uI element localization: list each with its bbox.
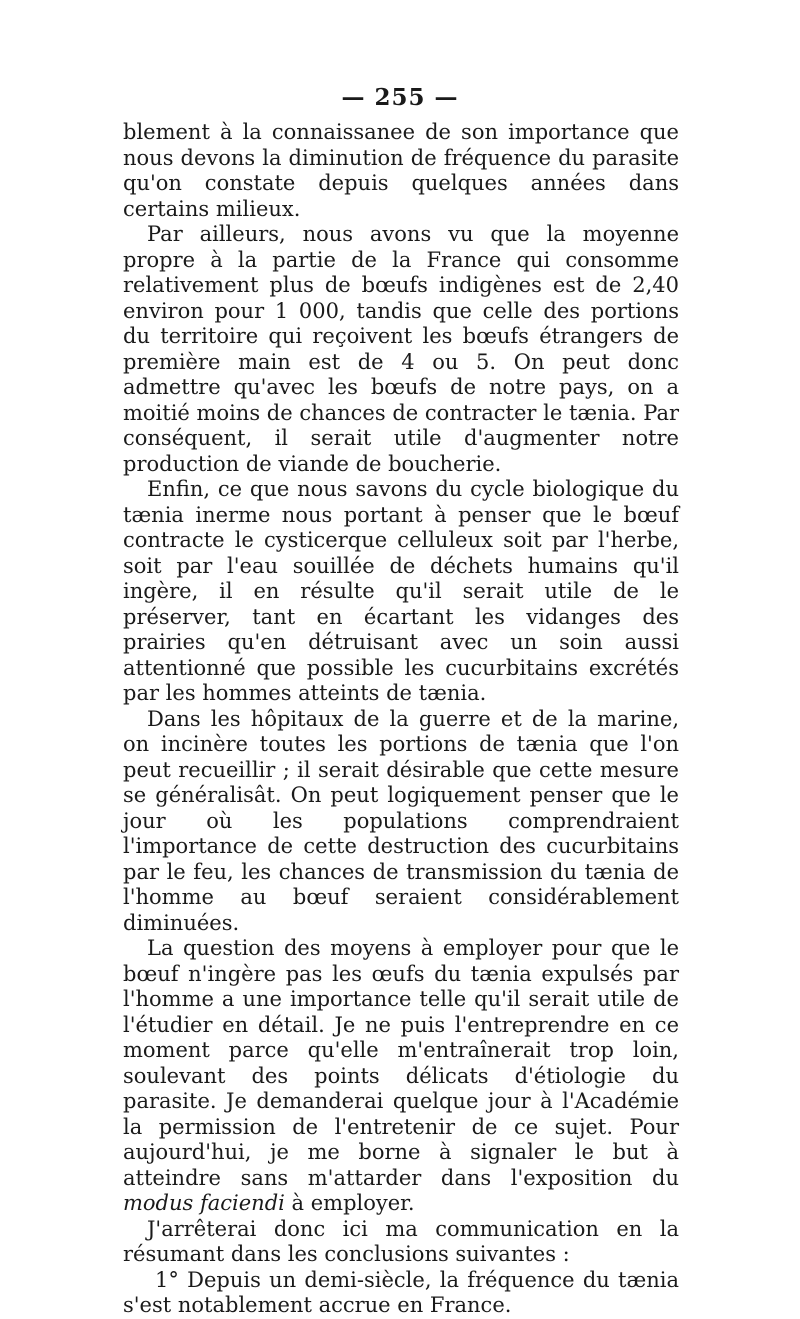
conclusion-item-1: 1° Depuis un demi-siècle, la fréquence du tænia s'est notablement accrue en France.	[123, 1267, 679, 1317]
paragraph-means-text: La question des moyens à employer pour que le bœuf n'ingère pas les œufs du tænia expulsés par l'homme a une importance telle qu'il serait utile de l'étudier en détail. Je ne puis l'entreprendre en ce moment parce qu'elle m'entraînerait trop loin, soulevant des points délicats d'étiologie du parasite. Je demanderai quelque jour à l'Académie la permission de l'entretenir de ce sujet. Pour aujourd'hui, je me borne à signaler le but à atteindre sans m'attarder dans l'exposition du	[123, 936, 679, 1190]
paragraph-biological-cycle: Enfin, ce que nous savons du cycle biologique du tænia inerme nous portant à penser que le bœuf contracte le cysticerque celluleux soit par l'herbe, soit par l'eau souillée de déchets humains qu'il ingère, il en résulte qu'il serait utile de le préserver, tant en écartant les vidanges des prairies qu'en détruisant avec un soin aussi attentionné que possible les cucurbitains excrétés par les hommes atteints de tænia.	[123, 477, 679, 705]
paragraph-consumption-averages: Par ailleurs, nous avons vu que la moyenne propre à la partie de la France qui consomme relativement plus de bœufs indigènes est de 2,40 environ pour 1 000, tandis que celle des portions du territoire qui reçoivent les bœufs étrangers de première main est de 4 ou 5. On peut donc admettre qu'avec les bœufs de notre pays, on a moitié moins de chances de contracter le tænia. Par conséquent, il serait utile d'augmenter notre production de viande de boucherie.	[123, 222, 679, 476]
modus-faciendi-italic: modus faciendi	[123, 1191, 285, 1215]
paragraph-continuation: blement à la connaissanee de son importance que nous devons la diminution de fréquence du parasite qu'on constate depuis quelques années dans certains milieux.	[123, 120, 679, 221]
paragraph-means-question	[123, 936, 679, 1217]
paragraph-conclusions-intro: J'arrêterai donc ici ma communication en la résumant dans les conclusions suivantes :	[123, 1216, 679, 1266]
page-number: — 255 —	[341, 84, 459, 111]
paragraph-hospitals: Dans les hôpitaux de la guerre et de la marine, on incinère toutes les portions de tænia que l'on peut recueillir ; il serait désirable que cette mesure se généralisât. On peut logiquement penser que le jour où les populations comprendraient l'importance de cette destruction des cucurbitains par le feu, les chances de transmission du tænia de l'homme au bœuf seraient considérablement diminuées.	[123, 706, 679, 935]
paragraph-means-end: à employer.	[284, 1191, 415, 1215]
body-text	[123, 120, 679, 1319]
